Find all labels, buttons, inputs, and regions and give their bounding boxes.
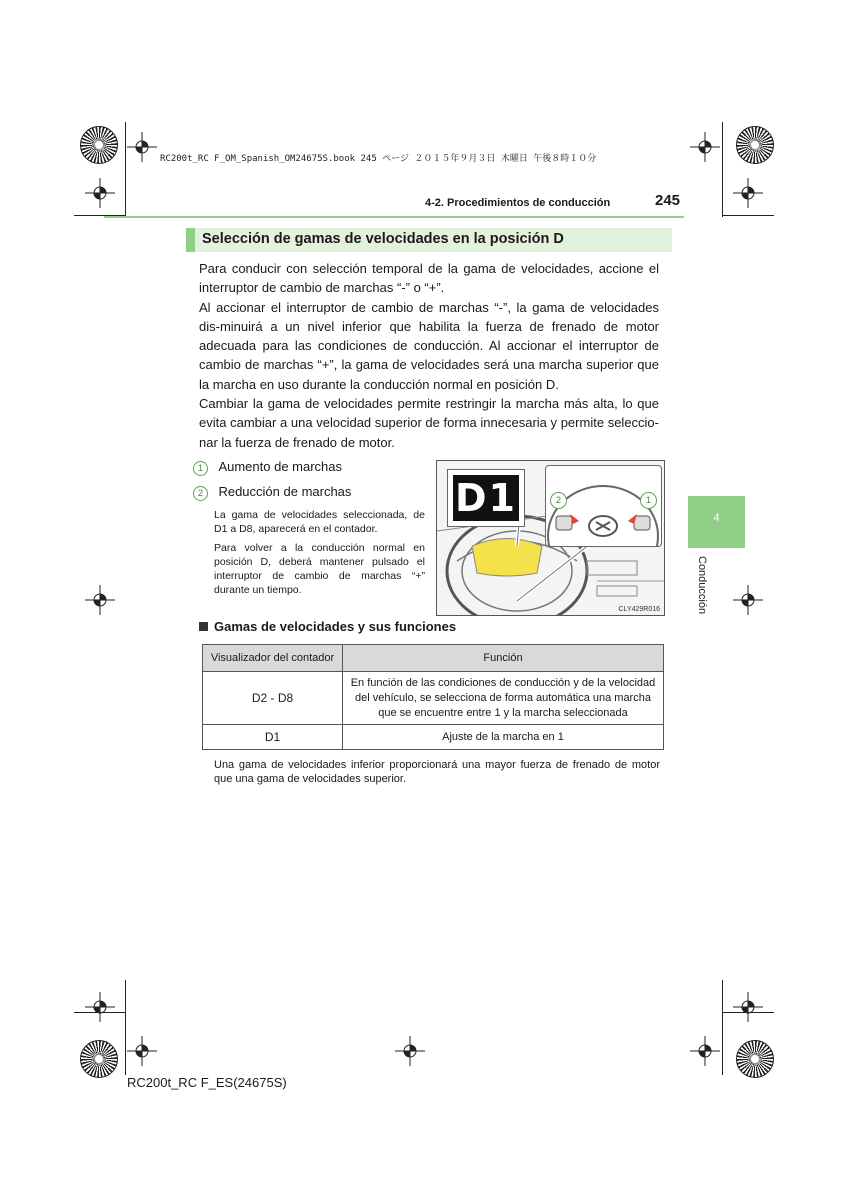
crosshair-icon [395, 1036, 425, 1066]
d1-display-text: D1 [453, 475, 519, 521]
crosshair-icon [733, 992, 763, 1022]
paragraph: Al accionar el interruptor de cambio de marchas “-”, la gama de velocidades dis-minuirá a un nivel inferior que habilita la fuerza de frenado de motor adecuada para las condiciones de conducción. Al accionar el interruptor de cambio de marchas “+”, la gama de velocidades será una marcha superior que la marcha en uso durante la conducción normal en posición D. [199, 299, 659, 392]
paragraph: Para conducir con selección temporal de la gama de velocidades, accione el interruptor de cambio de marchas “-” o “+”. [199, 261, 659, 296]
list-item [193, 483, 351, 501]
registration-wheel-icon [736, 1040, 774, 1078]
body-text [199, 259, 659, 452]
book-info-line: RC200t_RC F_OM_Spanish_OM24675S.book 245 ページ ２０１５年９月３日 木曜日 午後８時１０分 [160, 154, 597, 164]
crosshair-icon [85, 178, 115, 208]
gears-table [202, 644, 664, 750]
crosshair-icon [733, 585, 763, 615]
crosshair-icon [127, 132, 157, 162]
table-row [203, 672, 664, 725]
table-cell: D1 [203, 725, 343, 750]
steering-figure [436, 460, 665, 616]
table-note: Una gama de velocidades inferior proporcionará una mayor fuerza de frenado de motor que una gama de velocidades superior. [214, 759, 660, 785]
header-section-title: 4-2. Procedimientos de conducción [425, 197, 611, 209]
table-header: Función [343, 645, 664, 672]
crosshair-icon [690, 132, 720, 162]
subsection-title [199, 619, 456, 634]
square-bullet-icon [199, 622, 208, 631]
footer-code: RC200t_RC F_ES(24675S) [127, 1075, 287, 1090]
item-number-badge: 2 [193, 486, 208, 501]
page-number: 245 [655, 192, 681, 209]
crosshair-icon [85, 585, 115, 615]
section-title: Selección de gamas de velocidades en la posición D [202, 231, 564, 247]
table-cell [343, 672, 664, 725]
table-cell-line: Ajuste de la marcha en 1 [442, 730, 564, 743]
table-cell-line: que se encuentre entre 1 y la marcha seleccionada [378, 706, 628, 719]
crosshair-icon [127, 1036, 157, 1066]
table-header: Visualizador del contador [203, 645, 343, 672]
table-cell [343, 725, 664, 750]
note-text: Para volver a la conducción normal en posición D, deberá mantener pulsado el interruptor de cambio de marchas “+” durante un tiempo. [214, 542, 425, 596]
callout-badge-left: 2 [550, 492, 567, 509]
list-item [193, 458, 342, 476]
chapter-tab [688, 496, 745, 548]
header-rule [104, 216, 684, 218]
callout-badge-right: 1 [640, 492, 657, 509]
item-number-badge: 1 [193, 461, 208, 476]
table-header-row [203, 645, 664, 672]
item-label: Reducción de marchas [218, 484, 352, 499]
paddle-inset [545, 465, 662, 547]
table-cell-line: del vehículo, se selecciona de forma automática una marcha [355, 691, 651, 704]
registration-wheel-icon [736, 126, 774, 164]
registration-wheel-icon [80, 1040, 118, 1078]
crosshair-icon [733, 178, 763, 208]
table-cell: D2 - D8 [203, 672, 343, 725]
notes [214, 508, 425, 602]
chapter-number: 4 [713, 512, 720, 524]
d1-display [447, 469, 525, 527]
table-row [203, 725, 664, 750]
section-title-bar [186, 228, 672, 252]
item-label: Aumento de marchas [218, 459, 343, 474]
table-cell-line: En función de las condiciones de conducción y de la velocidad [350, 676, 656, 689]
crosshair-icon [690, 1036, 720, 1066]
registration-wheel-icon [80, 126, 118, 164]
chapter-name: Conducción [696, 556, 708, 615]
subsection-title-text: Gamas de velocidades y sus funciones [214, 619, 457, 634]
crosshair-icon [85, 992, 115, 1022]
figure-code: CLY429R016 [618, 606, 660, 613]
paragraph: Cambiar la gama de velocidades permite restringir la marcha más alta, lo que evita cambiar a una velocidad superior de forma innecesaria y permite seleccio-nar la fuerza de frenado de motor. [199, 396, 659, 450]
note-text: La gama de velocidades seleccionada, de D1 a D8, aparecerá en el contador. [214, 509, 425, 535]
